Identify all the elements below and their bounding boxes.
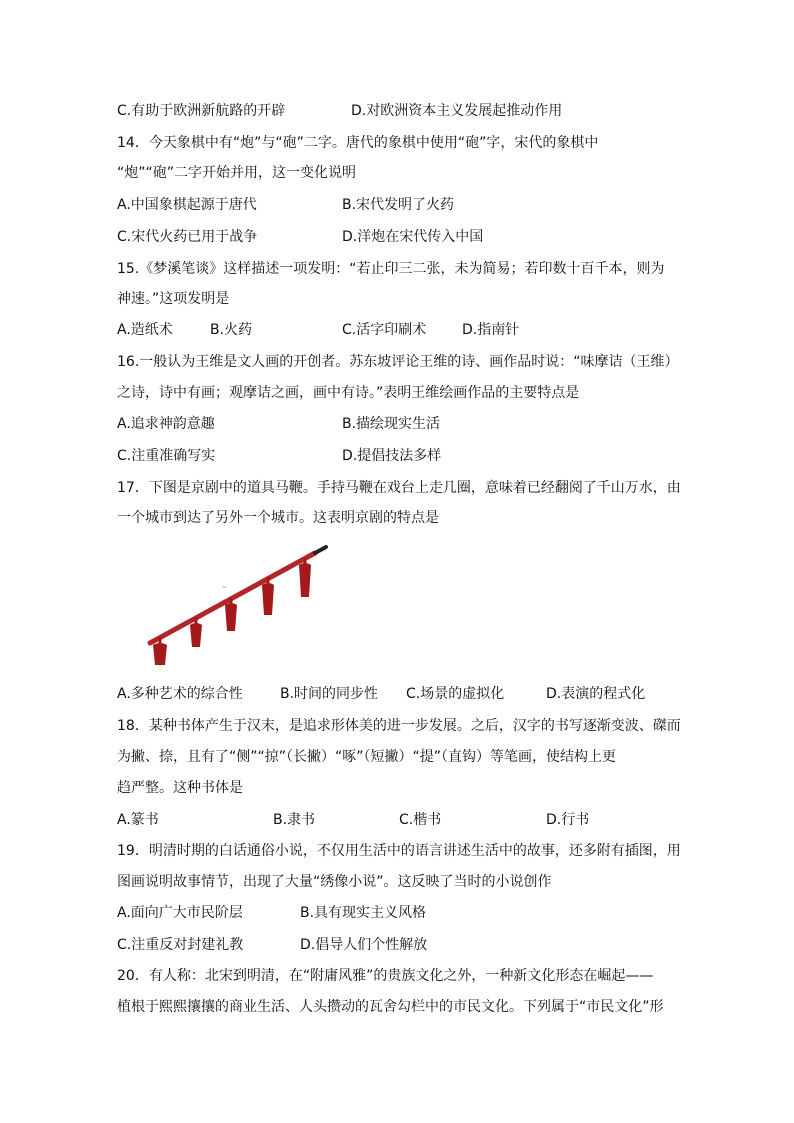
q17-option-a[interactable]: A.多种艺术的综合性 (117, 686, 243, 702)
q16-option-c[interactable]: C.注重准确写实 (117, 448, 216, 464)
q18-stem-line3: 趋严整。这种书体是 (117, 780, 243, 796)
q15-option-a[interactable]: A.造纸术 (117, 322, 173, 338)
q16-options-row1 (117, 414, 687, 434)
q19-option-d[interactable]: D.倡导人们个性解放 (300, 937, 428, 953)
q16-options-row2 (117, 446, 687, 466)
q17-option-d[interactable]: D.表演的程式化 (546, 686, 646, 702)
shaft-mark: ~ (222, 584, 228, 591)
horse-whip-image (140, 535, 340, 675)
q14-option-a[interactable]: A.中国象棋起源于唐代 (117, 197, 257, 213)
q14-option-b[interactable]: B.宋代发明了火药 (342, 197, 455, 213)
q20-stem-line1: 20．有人称：北宋到明清，在“附庸风雅”的贵族文化之外，一种新文化形态在崛起—— (117, 968, 654, 984)
option-d[interactable]: D.对欧洲资本主义发展起推动作用 (351, 103, 563, 119)
q16-option-d[interactable]: D.提倡技法多样 (342, 448, 442, 464)
q18-option-a[interactable]: A.篆书 (117, 812, 159, 828)
q18-options (117, 810, 687, 830)
q14-options-row1 (117, 195, 687, 215)
q15-options (117, 320, 687, 340)
q19-option-c[interactable]: C.注重反对封建礼教 (117, 937, 244, 953)
q17-option-b[interactable]: B.时间的同步性 (280, 686, 379, 702)
q14-option-d[interactable]: D.洋炮在宋代传入中国 (342, 229, 484, 245)
q20-stem-line2: 植根于熙熙攘攘的商业生活、人头攒动的瓦舍勾栏中的市民文化。下列属于“市民文化”形 (117, 999, 664, 1015)
q18-option-b[interactable]: B.隶书 (273, 812, 316, 828)
q15-option-d[interactable]: D.指南针 (462, 322, 520, 338)
q16-stem-line1: 16.一般认为王维是文人画的开创者。苏东坡评论王维的诗、画作品时说：“味摩诘（王维） (117, 354, 679, 370)
q19-stem-line1: 19．明清时期的白话通俗小说，不仅用生活中的语言讲述生活中的故事，还多附有插图，用 (117, 843, 681, 859)
whip-tip (315, 547, 326, 553)
q19-stem-line2: 图画说明故事情节，出现了大量“绣像小说”。这反映了当时的小说创作 (117, 874, 552, 890)
q16-option-b[interactable]: B.描绘现实生活 (342, 416, 441, 432)
q17-option-c[interactable]: C.场景的虚拟化 (406, 686, 505, 702)
option-c[interactable]: C.有助于欧洲新航路的开辟 (117, 103, 286, 119)
q18-stem-line2: 为撇、捺，且有了“侧”“掠”（长撇）“啄”（短撇）“提”（直钩）等笔画，使结构上更 (117, 749, 617, 765)
q14-option-c[interactable]: C.宋代火药已用于战争 (117, 229, 258, 245)
horse-whip-illustration (140, 535, 340, 675)
q19-option-b[interactable]: B.具有现实主义风格 (300, 905, 427, 921)
q14-stem-line1: 14．今天象棋中有“炮”与“砲”二字。唐代的象棋中使用“砲”字，宋代的象棋中 (117, 135, 599, 151)
q16-option-a[interactable]: A.追求神韵意趣 (117, 416, 215, 432)
q19-option-a[interactable]: A.面向广大市民阶层 (117, 905, 243, 921)
q15-option-b[interactable]: B.火药 (210, 322, 253, 338)
q19-options-row1 (117, 903, 687, 923)
q15-stem-line2: 神速。”这项发明是 (117, 291, 230, 307)
q18-option-d[interactable]: D.行书 (546, 812, 590, 828)
q16-stem-line2: 之诗，诗中有画；观摩诘之画，画中有诗。”表明王维绘画作品的主要特点是 (117, 385, 580, 401)
q17-options (117, 684, 687, 704)
q17-stem-line1: 17．下图是京剧中的道具马鞭。手持马鞭在戏台上走几圈，意味着已经翻阅了千山万水，由 (117, 480, 681, 496)
tassel-5 (299, 558, 311, 597)
q14-stem-line2: “炮”“砲”二字开始并用，这一变化说明 (117, 165, 357, 181)
q15-stem-line1: 15.《梦溪笔谈》这样描述一项发明：“若止印三二张，未为简易；若印数十百千本，则为 (117, 261, 665, 277)
q18-stem-line1: 18．某种书体产生于汉末，是追求形体美的进一步发展。之后，汉字的书写逐渐变波、磔而 (117, 718, 681, 734)
q18-option-c[interactable]: C.楷书 (399, 812, 442, 828)
q14-options-row2 (117, 227, 687, 247)
q17-stem-line2: 一个城市到达了另外一个城市。这表明京剧的特点是 (117, 510, 439, 526)
prev-question-options (117, 101, 687, 121)
q19-options-row2 (117, 935, 687, 955)
q15-option-c[interactable]: C.活字印刷术 (342, 322, 427, 338)
